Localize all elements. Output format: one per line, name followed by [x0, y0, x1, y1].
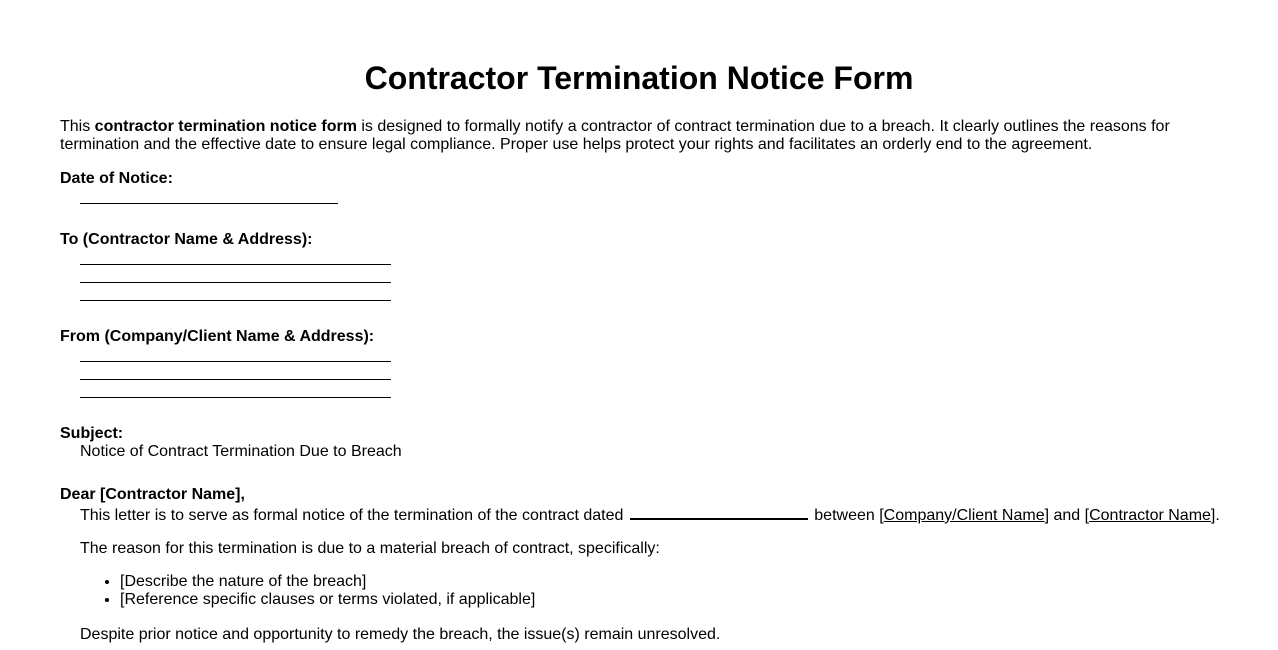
to-field-line-3[interactable] [80, 300, 391, 301]
list-item: • [Describe the nature of the breach] [120, 573, 535, 591]
subject-label: Subject: [60, 425, 124, 442]
letter-paragraph-2: The reason for this termination is due to a material breach of contract, specifically: [80, 540, 660, 557]
contractor-name-placeholder: Contractor Name [1089, 507, 1211, 524]
letter-paragraph-1 [80, 504, 1220, 525]
date-label: Date of Notice: [60, 170, 173, 187]
from-field-line-3[interactable] [80, 397, 391, 398]
p1-end: ]. [1210, 507, 1220, 524]
subject-text: Notice of Contract Termination Due to Breach [80, 443, 402, 460]
letter-paragraph-3: Despite prior notice and opportunity to remedy the breach, the issue(s) remain unresolved. [80, 626, 721, 643]
intro-paragraph [60, 118, 1220, 154]
contract-date-blank[interactable] [630, 504, 808, 520]
from-label: From (Company/Client Name & Address): [60, 328, 375, 345]
company-name-placeholder: Company/Client Name [883, 507, 1045, 524]
p1-and: ] and [ [1044, 507, 1090, 524]
to-field-line-1[interactable] [80, 264, 391, 265]
intro-prefix: This [60, 118, 95, 135]
intro-bold: contractor termination notice form [94, 118, 357, 135]
intro-rest: is designed to formally notify a contractor of contract termination due to a breach. It clearly outlines the reasons for termination and the effective date to ensure legal compliance. Proper use helps protect your rights and facilitates an orderly end to the agreement. [60, 118, 1170, 153]
p1-text: This letter is to serve as formal notice of the termination of the contract dated [80, 507, 624, 524]
to-label: To (Contractor Name & Address): [60, 231, 313, 248]
from-field-line-2[interactable] [80, 379, 391, 380]
breach-list [80, 573, 535, 609]
from-field-line-1[interactable] [80, 361, 391, 362]
page-title: Contractor Termination Notice Form [364, 60, 914, 96]
salutation: Dear [Contractor Name], [60, 486, 245, 503]
list-item: • [Reference specific clauses or terms violated, if applicable] [120, 591, 535, 609]
date-field[interactable] [80, 203, 338, 204]
p1-between: between [ [809, 507, 884, 524]
to-field-line-2[interactable] [80, 282, 391, 283]
